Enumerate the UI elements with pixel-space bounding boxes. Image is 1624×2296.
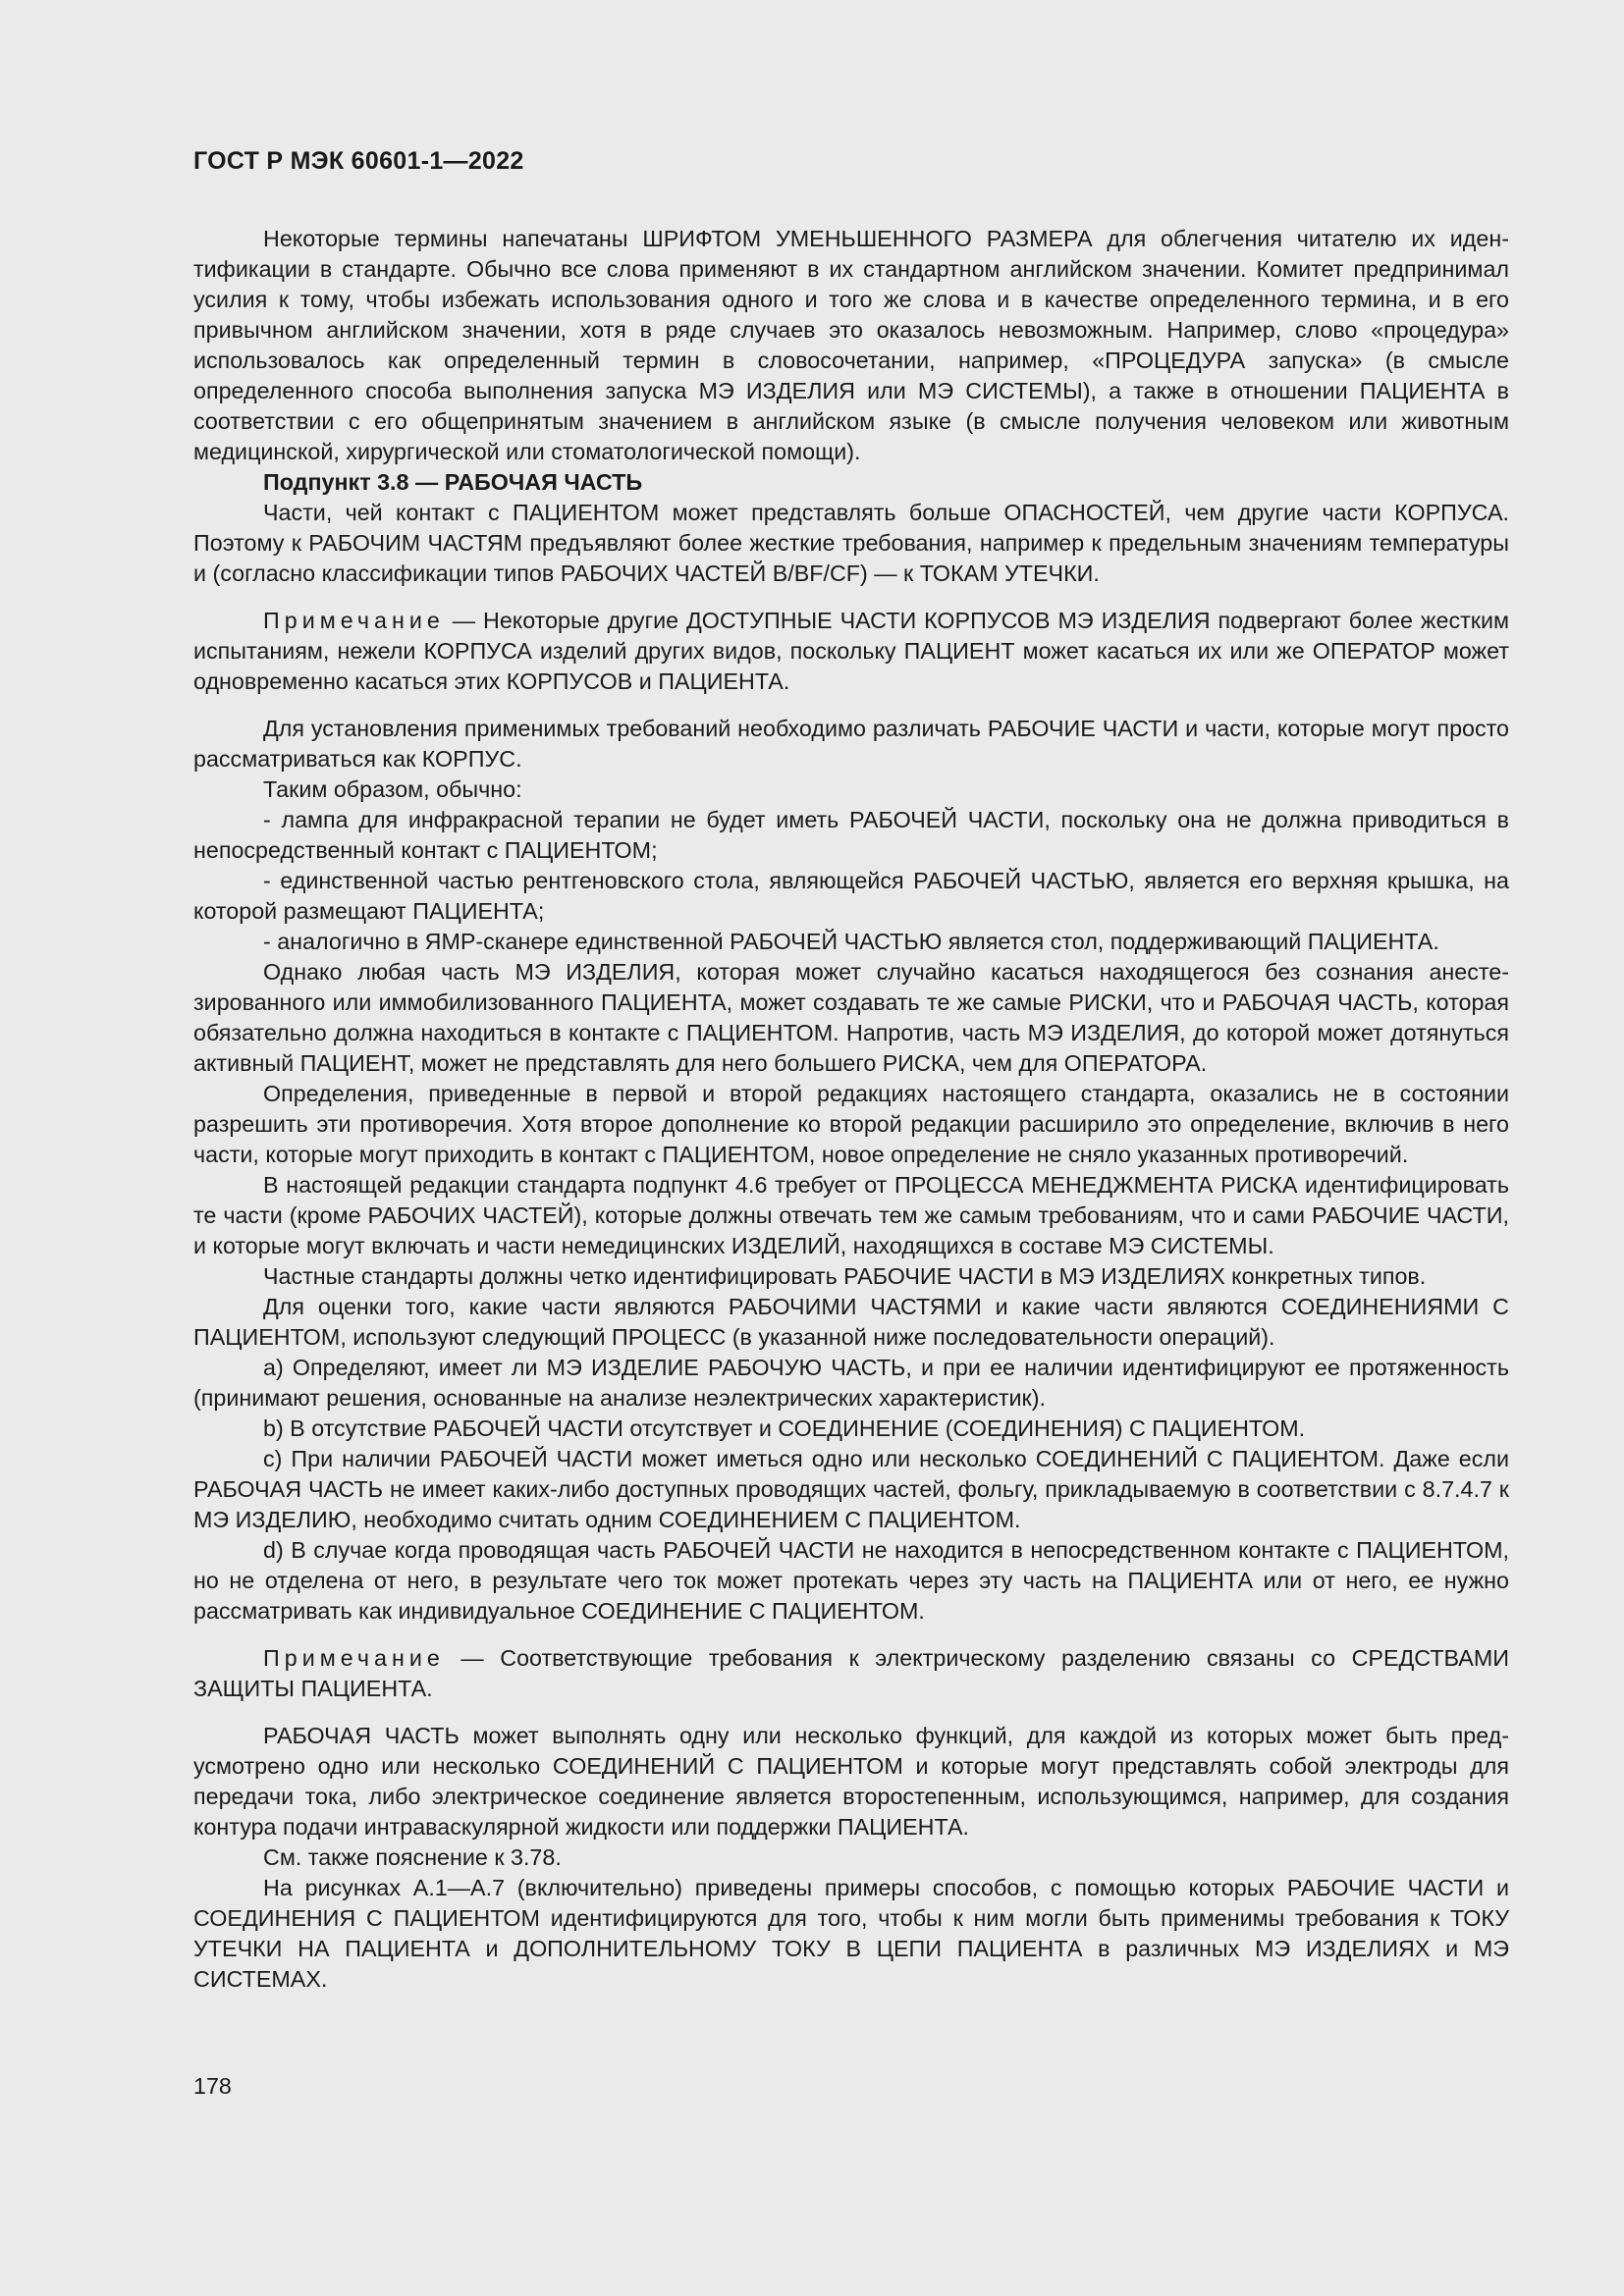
paragraph-applied-parts: Части, чей контакт с ПАЦИЕНТОМ может представлять больше ОПАСНОСТЕЙ, чем другие части КОРПУСА. Поэтому к РАБОЧИМ ЧАСТЯМ предъявляют более жесткие требования, например к предельным значениям температуры и (согласно классификации типов РАБОЧИХ ЧАСТЕЙ B/BF/CF) — к ТОКАМ УТЕЧКИ. xyxy=(193,500,1509,586)
subclause-heading: Подпункт 3.8 — РАБОЧАЯ ЧАСТЬ xyxy=(263,469,643,495)
list-item-b: b) В отсутствие РАБОЧЕЙ ЧАСТИ отсутствует и СОЕДИНЕНИЕ (СОЕДИНЕНИЯ) С ПАЦИЕНТОМ. xyxy=(263,1415,1306,1441)
paragraph-functions: РАБОЧАЯ ЧАСТЬ может выполнять одну или несколько функций, для каждой из которых может быть предусмотрено одно или несколько СОЕДИНЕНИЙ С ПАЦИЕНТОМ и которые могут представлять собой электроды для передачи тока, либо электрическое соединение является второстепенным, использующимся, например, для создания контура подачи интраваскулярной жидкости или поддержки ПАЦИЕНТА. xyxy=(193,1723,1509,1840)
list-item-mri: - аналогично в ЯМР-сканере единственной РАБОЧЕЙ ЧАСТЬЮ является стол, поддерживающий ПАЦИЕНТА. xyxy=(263,929,1439,954)
paragraph-definitions: Определения, приведенные в первой и второй редакциях настоящего стандарта, оказались не в состоянии разрешить эти противоречия. Хотя второе дополнение ко второй редакции расширило это определение, включив в него части, которые могут приходить в контакт с ПАЦИЕНТОМ, новое определение не сняло указанных противоречий. xyxy=(193,1081,1509,1167)
list-item-a: a) Определяют, имеет ли МЭ ИЗДЕЛИЕ РАБОЧУЮ ЧАСТЬ, и при ее наличии идентифицируют ее протяженность (принимают решения, основанные на анализе неэлектрических характеристик). xyxy=(193,1355,1509,1411)
page-number: 178 xyxy=(193,2073,232,2099)
paragraph-current-edition: В настоящей редакции стандарта подпункт 4.6 требует от ПРОЦЕССА МЕНЕДЖМЕНТА РИСКА идентифицировать те части (кроме РАБОЧИХ ЧАСТЕЙ), которые должны отвечать тем же самым требованиям, что и сами РАБОЧИЕ ЧАСТИ, и которые могут включать и части немедицинских ИЗДЕЛИЙ, находящихся в составе МЭ СИСТЕМЫ. xyxy=(193,1172,1509,1258)
paragraph-distinguish: Для установления применимых требований необходимо различать РАБОЧИЕ ЧАСТИ и части, которые могут просто рассматриваться как КОРПУС. xyxy=(193,716,1509,772)
note-1-text: — Некоторые другие ДОСТУПНЫЕ ЧАСТИ КОРПУСОВ МЭ ИЗДЕЛИЯ подвергают более жестким испытаниям, нежели КОРПУСА изделий других видов, поскольку ПАЦИЕНТ может касаться их или же ОПЕРАТОР может одновременно касаться этих КОРПУСОВ и ПАЦИЕНТА. xyxy=(193,608,1509,694)
list-item-c: c) При наличии РАБОЧЕЙ ЧАСТИ может иметься одно или несколько СОЕДИНЕНИЙ С ПАЦИЕНТОМ. Даже если РАБОЧАЯ ЧАСТЬ не имеет каких-либо доступных проводящих частей, фольгу, прикладываемую в соответствии с 8.7.4.7 к МЭ ИЗДЕЛИЮ, необходимо считать одним СОЕДИНЕНИЕМ С ПАЦИЕНТОМ. xyxy=(193,1446,1509,1532)
document-header: ГОСТ Р МЭК 60601-1—2022 xyxy=(193,147,524,175)
document-body xyxy=(193,224,1509,1995)
list-item-d: d) В случае когда проводящая часть РАБОЧЕЙ ЧАСТИ не находится в непосредственном контакте с ПАЦИЕНТОМ, но не отделена от него, в результате чего ток может протекать через эту часть на ПАЦИЕНТА или от него, ее нужно рассматривать как индивидуальное СОЕДИНЕНИЕ С ПАЦИЕНТОМ. xyxy=(193,1537,1509,1624)
paragraph-thus: Таким образом, обычно: xyxy=(263,776,522,802)
paragraph-particular-standards: Частные стандарты должны четко идентифицировать РАБОЧИЕ ЧАСТИ в МЭ ИЗДЕЛИЯХ конкретных типов. xyxy=(263,1263,1427,1289)
note-2 xyxy=(193,1643,1509,1704)
list-item-lamp: - лампа для инфракрасной терапии не будет иметь РАБОЧЕЙ ЧАСТИ, поскольку она не должна приводиться в непосредственный контакт с ПАЦИЕНТОМ; xyxy=(193,807,1509,863)
note-2-text: — Соответствующие требования к электрическому разделению связаны со СРЕДСТВАМИ ЗАЩИТЫ ПАЦИЕНТА. xyxy=(193,1645,1509,1701)
paragraph-process: Для оценки того, какие части являются РАБОЧИМИ ЧАСТЯМИ и какие части являются СОЕДИНЕНИЯМИ С ПАЦИЕНТОМ, используют следующий ПРОЦЕСС (в указанной ниже последовательности операций). xyxy=(193,1294,1509,1350)
note-1 xyxy=(193,606,1509,697)
note-2-label: Примечание xyxy=(263,1645,445,1671)
list-item-xray-table: - единственной частью рентгеновского стола, являющейся РАБОЧЕЙ ЧАСТЬЮ, является его верхняя крышка, на которой размещают ПАЦИЕНТА; xyxy=(193,868,1509,924)
paragraph-see-also: См. также пояснение к 3.78. xyxy=(263,1844,562,1870)
paragraph-however: Однако любая часть МЭ ИЗДЕЛИЯ, которая может случайно касаться находящегося без сознания анестезированного или иммобилизованного ПАЦИЕНТА, может создавать те же самые РИСКИ, что и РАБОЧАЯ ЧАСТЬ, которая обязательно должна находиться в контакте с ПАЦИЕНТОМ. Напротив, часть МЭ ИЗДЕЛИЯ, до которой может дотянуться активный ПАЦИЕНТ, может не представлять для него большего РИСКА, чем для ОПЕРАТОРА. xyxy=(193,959,1509,1076)
note-1-label: Примечание xyxy=(263,608,445,633)
paragraph-figures: На рисунках А.1—А.7 (включительно) приведены примеры способов, с помощью которых РАБОЧИЕ ЧАСТИ и СОЕДИНЕНИЯ С ПАЦИЕНТОМ идентифицируются для того, чтобы к ним могли быть применимы требования к ТОКУ УТЕЧКИ НА ПАЦИЕНТА и ДОПОЛНИТЕЛЬНОМУ ТОКУ В ЦЕПИ ПАЦИЕНТА в различных МЭ ИЗДЕЛИЯХ и МЭ СИСТЕМАХ. xyxy=(193,1875,1509,1992)
paragraph-terms-font: Некоторые термины напечатаны ШРИФТОМ УМЕНЬШЕННОГО РАЗМЕРА для облегчения читателю их идентификации в стандарте. Обычно все слова применяют в их стандартном английском значении. Комитет предпринимал усилия к тому, чтобы избежать использования одного и того же слова и в качестве определенного термина, и в его привычном английском значении, хотя в ряде случаев это оказалось невозможным. Например, слово «процедура» использовалось как определенный термин в словосочетании, например, «ПРОЦЕДУРА запуска» (в смысле определенного способа выполнения запуска МЭ ИЗДЕЛИЯ или МЭ СИСТЕМЫ), а также в отношении ПАЦИЕНТА в соответствии с его общепринятым значением в английском языке (в смысле получения человеком или животным медицинской, хирургической или стоматологической помощи). xyxy=(193,226,1509,464)
